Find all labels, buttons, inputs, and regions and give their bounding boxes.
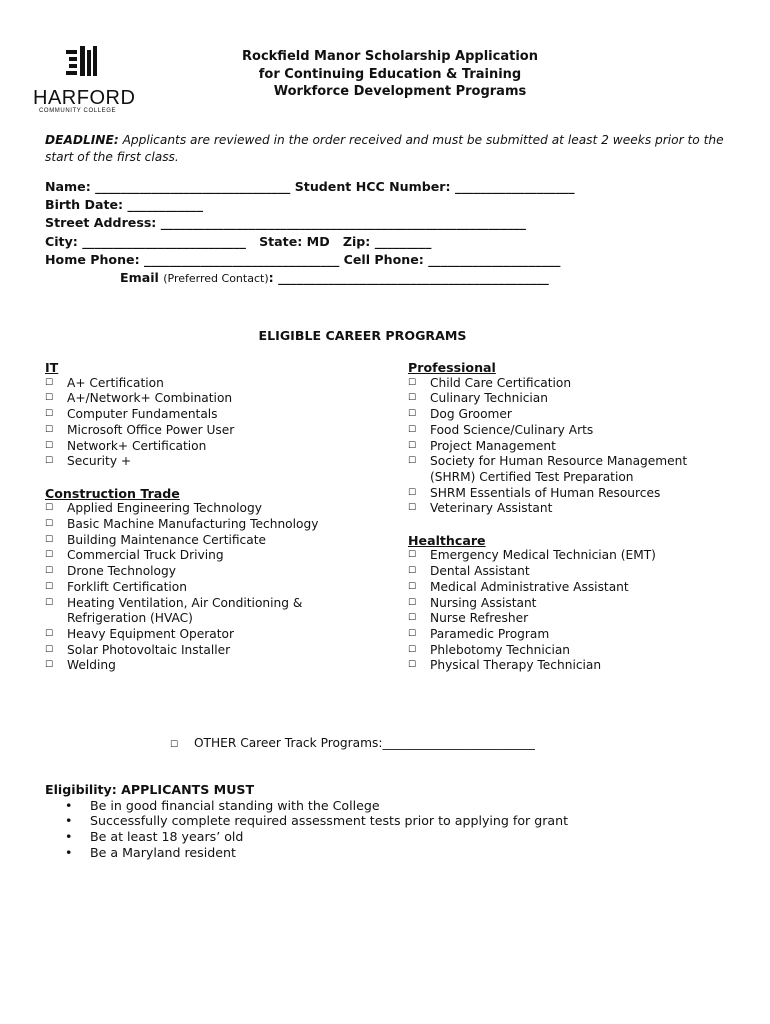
program-item-commercial-truck-driving (45, 548, 385, 564)
program-item-welding (45, 658, 385, 674)
checkbox[interactable]: ☐ (408, 440, 417, 451)
program-item-veterinary-assistant (408, 501, 748, 517)
checkbox[interactable]: ☐ (45, 628, 54, 639)
bullet-icon: • (65, 797, 73, 813)
hcc-number-field[interactable]: ___________________ (454, 179, 575, 194)
zip-field[interactable]: _________ (374, 233, 432, 249)
program-item-dental-assistant (408, 564, 748, 580)
program-item-heating-ventilation-air-conditioning (45, 596, 385, 612)
program-label-continuation: (SHRM) Certified Test Preparation (430, 469, 634, 484)
checkbox-other[interactable]: ☐ (170, 740, 179, 750)
program-item-phlebotomy-technician (408, 643, 748, 659)
deadline-label: DEADLINE: (45, 133, 119, 147)
eligibility-item (45, 798, 735, 814)
program-item-dog-groomer (408, 407, 748, 423)
eligible-programs-heading: ELIGIBLE CAREER PROGRAMS (258, 328, 467, 343)
healthcare-program-list (408, 548, 748, 674)
eligibility-section (45, 782, 735, 861)
checkbox[interactable]: ☐ (45, 550, 54, 561)
program-label: Security + (67, 454, 132, 469)
program-label: Microsoft Office Power User (67, 422, 235, 437)
program-item-culinary-technician (408, 391, 748, 407)
cell-phone-label: Cell Phone: (343, 251, 424, 267)
program-label: Medical Administrative Assistant (430, 579, 629, 594)
email-colon: : (268, 270, 274, 286)
program-item-solar-photovoltaic-installer (45, 643, 385, 659)
logo-wordmark: HARFORD (33, 87, 136, 109)
bullet-icon: • (65, 829, 73, 845)
program-item-building-maintenance-certificate (45, 533, 385, 549)
checkbox[interactable]: ☐ (45, 660, 54, 671)
program-label: Phlebotomy Technician (430, 642, 571, 657)
program-label: Culinary Technician (430, 391, 548, 406)
right-program-column (408, 360, 748, 674)
checkbox[interactable]: ☐ (408, 628, 417, 639)
construction-program-list (45, 501, 385, 674)
section-title-it: IT (45, 360, 59, 375)
deadline-text: Applicants are reviewed in the order received and must be submitted at least 2 weeks prior to the start of the first class. (45, 133, 724, 164)
program-label: Heating Ventilation, Air Conditioning & (67, 595, 303, 610)
eligibility-item-text: Successfully complete required assessment tests prior to applying for grant (90, 813, 569, 829)
program-label: A+ Certification (67, 375, 164, 390)
program-label: Veterinary Assistant (430, 501, 553, 516)
home-phone-field[interactable]: _______________________________ (144, 251, 340, 267)
eligibility-item (45, 813, 735, 829)
checkbox[interactable]: ☐ (408, 550, 417, 561)
eligibility-item-text: Be at least 18 years’ old (90, 829, 244, 845)
logo-mark-icon (66, 46, 106, 80)
state-label: State: MD (259, 233, 330, 249)
program-label: Applied Engineering Technology (67, 501, 262, 516)
applicant-info-form (45, 178, 735, 288)
title-line-3: Workforce Development Programs (273, 84, 527, 99)
other-program-option (170, 736, 535, 750)
program-label: Drone Technology (67, 564, 176, 579)
eligibility-item (45, 845, 735, 861)
checkbox[interactable]: ☐ (408, 581, 417, 592)
section-title-professional: Professional (408, 360, 496, 375)
program-item-heavy-equipment-operator (45, 627, 385, 643)
street-address-field[interactable]: __________________________________________________________ (160, 215, 526, 231)
program-label: Forklift Certification (67, 579, 187, 594)
bullet-icon: • (65, 844, 73, 860)
program-item-forklift-certification (45, 580, 385, 596)
checkbox[interactable]: ☐ (45, 503, 54, 514)
program-label: Solar Photovoltaic Installer (67, 642, 231, 657)
checkbox[interactable]: ☐ (408, 503, 417, 514)
bullet-icon: • (65, 813, 73, 829)
name-label: Name: (45, 179, 91, 194)
eligibility-item-text: Be in good financial standing with the College (90, 797, 380, 813)
program-item-emergency-medical-technician-emt (408, 548, 748, 564)
checkbox[interactable]: ☐ (408, 566, 417, 577)
checkbox[interactable]: ☐ (45, 456, 54, 467)
program-item-paramedic-program (408, 627, 748, 643)
checkbox[interactable]: ☐ (408, 660, 417, 671)
program-item-society-for-human-resource-management (408, 454, 748, 470)
left-program-column (45, 360, 385, 674)
title-line-1: Rockfield Manor Scholarship Application (242, 49, 538, 64)
eligibility-item (45, 829, 735, 845)
program-label: Emergency Medical Technician (EMT) (430, 548, 656, 563)
email-field[interactable]: ___________________________________________ (278, 270, 549, 286)
city-field[interactable]: __________________________ (82, 233, 246, 249)
program-item-a-certification (45, 376, 385, 392)
name-row (45, 178, 735, 196)
checkbox[interactable]: ☐ (408, 487, 417, 498)
email-row (45, 269, 735, 288)
birth-date-row (45, 196, 735, 214)
section-title-construction: Construction Trade (45, 485, 180, 501)
program-label: A+/Network+ Combination (67, 391, 233, 406)
program-label: Nurse Refresher (430, 611, 529, 626)
checkbox[interactable]: ☐ (45, 519, 54, 530)
professional-program-list (408, 376, 748, 517)
program-label: Society for Human Resource Management (430, 454, 688, 469)
program-item-computer-fundamentals (45, 407, 385, 423)
birth-date-label: Birth Date: (45, 197, 124, 213)
city-row (45, 233, 735, 251)
checkbox[interactable]: ☐ (408, 613, 417, 624)
program-item-food-science-culinary-arts (408, 423, 748, 439)
program-label: Welding (67, 658, 116, 673)
email-preferred-note: (Preferred Contact) (163, 272, 269, 286)
it-program-list (45, 376, 385, 470)
program-label: Dental Assistant (430, 564, 530, 579)
checkbox[interactable]: ☐ (408, 456, 417, 467)
email-label: Email (120, 270, 159, 286)
harford-logo (33, 46, 136, 116)
program-label: Computer Fundamentals (67, 407, 218, 422)
program-item-basic-machine-manufacturing-technology (45, 517, 385, 533)
program-label: Heavy Equipment Operator (67, 626, 235, 641)
checkbox[interactable]: ☐ (45, 566, 54, 577)
checkbox[interactable]: ☐ (408, 409, 417, 420)
program-label: Commercial Truck Driving (67, 548, 224, 563)
checkbox[interactable]: ☐ (45, 393, 54, 404)
checkbox[interactable]: ☐ (45, 581, 54, 592)
eligibility-item-text: Be a Maryland resident (90, 844, 236, 860)
checkbox[interactable]: ☐ (408, 424, 417, 435)
program-item-shrm-essentials-of-human-resources (408, 486, 748, 502)
program-label: Paramedic Program (430, 626, 550, 641)
checkbox[interactable]: ☐ (408, 393, 417, 404)
eligibility-heading: Eligibility: APPLICANTS MUST (45, 782, 255, 797)
program-label: Child Care Certification (430, 375, 572, 390)
program-item-child-care-certification (408, 376, 748, 392)
program-label-continuation: Refrigeration (HVAC) (67, 611, 193, 626)
program-label: Food Science/Culinary Arts (430, 422, 594, 437)
program-item-microsoft-office-power-user (45, 423, 385, 439)
home-phone-label: Home Phone: (45, 251, 140, 267)
program-label: Nursing Assistant (430, 595, 537, 610)
program-item-nurse-refresher (408, 611, 748, 627)
program-label: Physical Therapy Technician (430, 658, 602, 673)
phone-row (45, 251, 735, 269)
birth-date-field[interactable]: ____________ (127, 197, 203, 213)
street-address-label: Street Address: (45, 215, 157, 231)
checkbox[interactable]: ☐ (408, 377, 417, 388)
cell-phone-field[interactable]: _____________________ (428, 251, 561, 267)
other-program-label: OTHER Career Track Programs:_________________________ (193, 736, 535, 750)
title-line-2: for Continuing Education & Training (258, 66, 522, 82)
program-label: Dog Groomer (430, 407, 512, 422)
name-field[interactable]: _______________________________ (95, 179, 291, 194)
program-item-security (45, 454, 385, 470)
checkbox[interactable]: ☐ (45, 424, 54, 435)
hcc-number-label: Student HCC Number: (294, 179, 451, 194)
program-item-physical-therapy-technician (408, 658, 748, 674)
deadline-notice (45, 132, 735, 166)
program-item-medical-administrative-assistant (408, 580, 748, 596)
program-item-drone-technology (45, 564, 385, 580)
program-label: SHRM Essentials of Human Resources (430, 485, 661, 500)
checkbox[interactable]: ☐ (45, 597, 54, 608)
checkbox[interactable]: ☐ (45, 440, 54, 451)
program-item-network-certification (45, 439, 385, 455)
checkbox[interactable]: ☐ (45, 644, 54, 655)
logo-subtitle: COMMUNITY COLLEGE (39, 108, 117, 114)
program-label: Network+ Certification (67, 438, 207, 453)
document-title (200, 48, 580, 101)
zip-label: Zip: (342, 233, 371, 249)
checkbox[interactable]: ☐ (45, 534, 54, 545)
city-label: City: (45, 233, 78, 249)
program-label: Building Maintenance Certificate (67, 532, 266, 547)
checkbox[interactable]: ☐ (45, 409, 54, 420)
checkbox[interactable]: ☐ (45, 377, 54, 388)
program-label: Project Management (430, 438, 556, 453)
checkbox[interactable]: ☐ (408, 597, 417, 608)
program-item-nursing-assistant (408, 596, 748, 612)
program-item-project-management (408, 439, 748, 455)
program-item-a-network-combination (45, 391, 385, 407)
program-item-applied-engineering-technology (45, 501, 385, 517)
checkbox[interactable]: ☐ (408, 644, 417, 655)
street-row (45, 214, 735, 232)
program-label: Basic Machine Manufacturing Technology (67, 517, 319, 532)
eligibility-list (45, 798, 735, 861)
section-title-healthcare: Healthcare (408, 532, 486, 548)
